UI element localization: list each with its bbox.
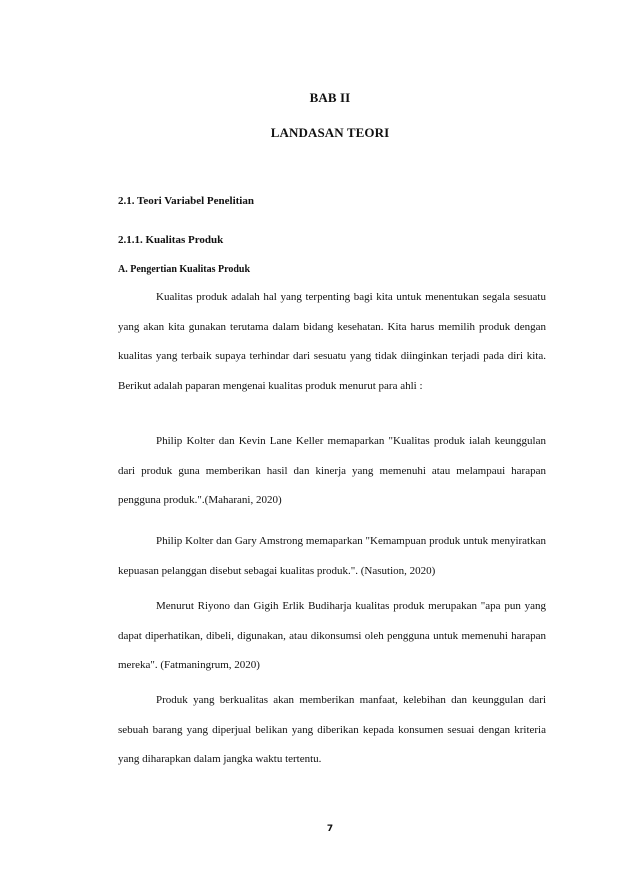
paragraph-text: Produk yang berkualitas akan memberikan manfaat, kelebihan dan keunggulan dari sebuah barang yang diperjual belikan yang diberikan kepada konsumen sesuai dengan kriteria yang diharapkan dalam jangka waktu tertentu.	[118, 694, 546, 765]
subsubsection-heading: A. Pengertian Kualitas Produk	[118, 264, 251, 275]
paragraph	[118, 592, 546, 681]
subsection-heading: 2.1.1. Kualitas Produk	[118, 234, 224, 246]
chapter-title: LANDASAN TEORI	[270, 125, 390, 140]
paragraph-text: Philip Kolter dan Gary Amstrong memaparkan "Kemampuan produk untuk menyiratkan kepuasan pelanggan disebut sebagai kualitas produk.". (Nasution, 2020)	[118, 535, 546, 577]
paragraph-text: Kualitas produk adalah hal yang terpenting bagi kita untuk menentukan segala sesuatu yang akan kita gunakan terutama dalam bidang kesehatan. Kita harus memilih produk dengan kualitas yang terbaik supaya terhindar dari sesuatu yang tidak diinginkan terjadi pada diri kita. Berikut adalah paparan mengenai kualitas produk menurut para ahli :	[118, 291, 546, 392]
paragraph	[118, 527, 546, 586]
paragraph-text: Philip Kolter dan Kevin Lane Keller memaparkan "Kualitas produk ialah keunggulan dari produk guna memberikan hasil dan kinerja yang memenuhi atau melampaui harapan pengguna produk.".(Maharani, 2020)	[118, 435, 546, 506]
paragraph-text: Menurut Riyono dan Gigih Erlik Budiharja kualitas produk merupakan "apa pun yang dapat diperhatikan, dibeli, digunakan, atau dikonsumsi oleh pengguna untuk memenuhi harapan mereka". (Fatmaningrum, 2020)	[118, 600, 546, 671]
paragraph	[118, 686, 546, 775]
chapter-label: BAB II	[309, 90, 351, 105]
section-heading: 2.1. Teori Variabel Penelitian	[118, 195, 254, 207]
paragraph	[118, 283, 546, 401]
paragraph	[118, 427, 546, 516]
page-number: 7	[326, 824, 334, 834]
